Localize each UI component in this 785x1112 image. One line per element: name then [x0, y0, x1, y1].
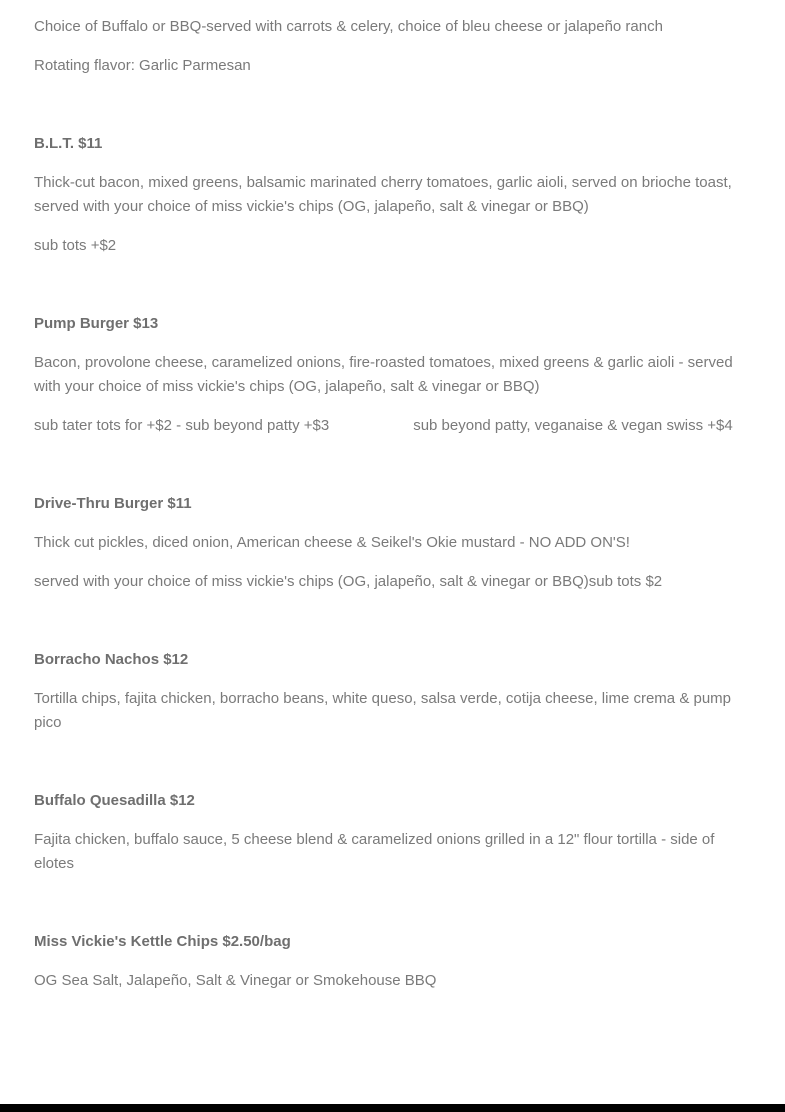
- item-title: Buffalo Quesadilla $12: [34, 792, 195, 809]
- section-gap: [34, 750, 754, 789]
- section-gap: [34, 93, 754, 132]
- item-title: Borracho Nachos $12: [34, 651, 189, 668]
- section-gap: [34, 609, 754, 648]
- item-description: Fajita chicken, buffalo sauce, 5 cheese blend & caramelized onions grilled in a 12" flour tortilla - side of elotes: [34, 831, 715, 872]
- item-description: OG Sea Salt, Jalapeño, Salt & Vinegar or Smokehouse BBQ: [34, 972, 437, 989]
- item-title: Drive-Thru Burger $11: [34, 495, 192, 512]
- item-note-part: sub tater tots for +$2 - sub beyond patty +$3: [34, 417, 330, 434]
- item-note: sub tots +$2: [34, 237, 117, 254]
- menu-item-pump-burger: [34, 312, 754, 438]
- menu-item-blt: [34, 132, 754, 258]
- item-note: Rotating flavor: Garlic Parmesan: [34, 57, 251, 74]
- section-gap: [34, 453, 754, 492]
- menu-content: [34, 15, 754, 1008]
- menu-item-wings: [34, 15, 754, 78]
- item-title: Pump Burger $13: [34, 315, 159, 332]
- item-title: B.L.T. $11: [34, 135, 103, 152]
- item-description: Choice of Buffalo or BBQ-served with carrots & celery, choice of bleu cheese or jalapeño ranch: [34, 18, 663, 35]
- menu-item-buffalo-quesadilla: [34, 789, 754, 876]
- item-note: served with your choice of miss vickie's chips (OG, jalapeño, salt & vinegar or BBQ)sub tots $2: [34, 573, 663, 590]
- item-note: [34, 414, 754, 438]
- item-description: Thick-cut bacon, mixed greens, balsamic marinated cherry tomatoes, garlic aioli, served on brioche toast, served with your choice of miss vickie's chips (OG, jalapeño, salt & vinegar or BBQ): [34, 174, 732, 215]
- item-description: Tortilla chips, fajita chicken, borracho beans, white queso, salsa verde, cotija cheese, lime crema & pump pico: [34, 690, 732, 731]
- menu-item-borracho-nachos: [34, 648, 754, 735]
- item-note-part: sub beyond patty, veganaise & vegan swiss +$4: [413, 417, 733, 434]
- item-description: Thick cut pickles, diced onion, American cheese & Seikel's Okie mustard - NO ADD ON'S!: [34, 534, 630, 551]
- item-description: Bacon, provolone cheese, caramelized onions, fire-roasted tomatoes, mixed greens & garlic aioli - served with your choice of miss vickie's chips (OG, jalapeño, salt & vinegar or BBQ): [34, 354, 733, 395]
- section-gap: [34, 273, 754, 312]
- section-gap: [34, 891, 754, 930]
- footer-bar: [0, 1104, 785, 1112]
- menu-item-kettle-chips: [34, 930, 754, 993]
- menu-item-drive-thru-burger: [34, 492, 754, 594]
- item-title: Miss Vickie's Kettle Chips $2.50/bag: [34, 933, 291, 950]
